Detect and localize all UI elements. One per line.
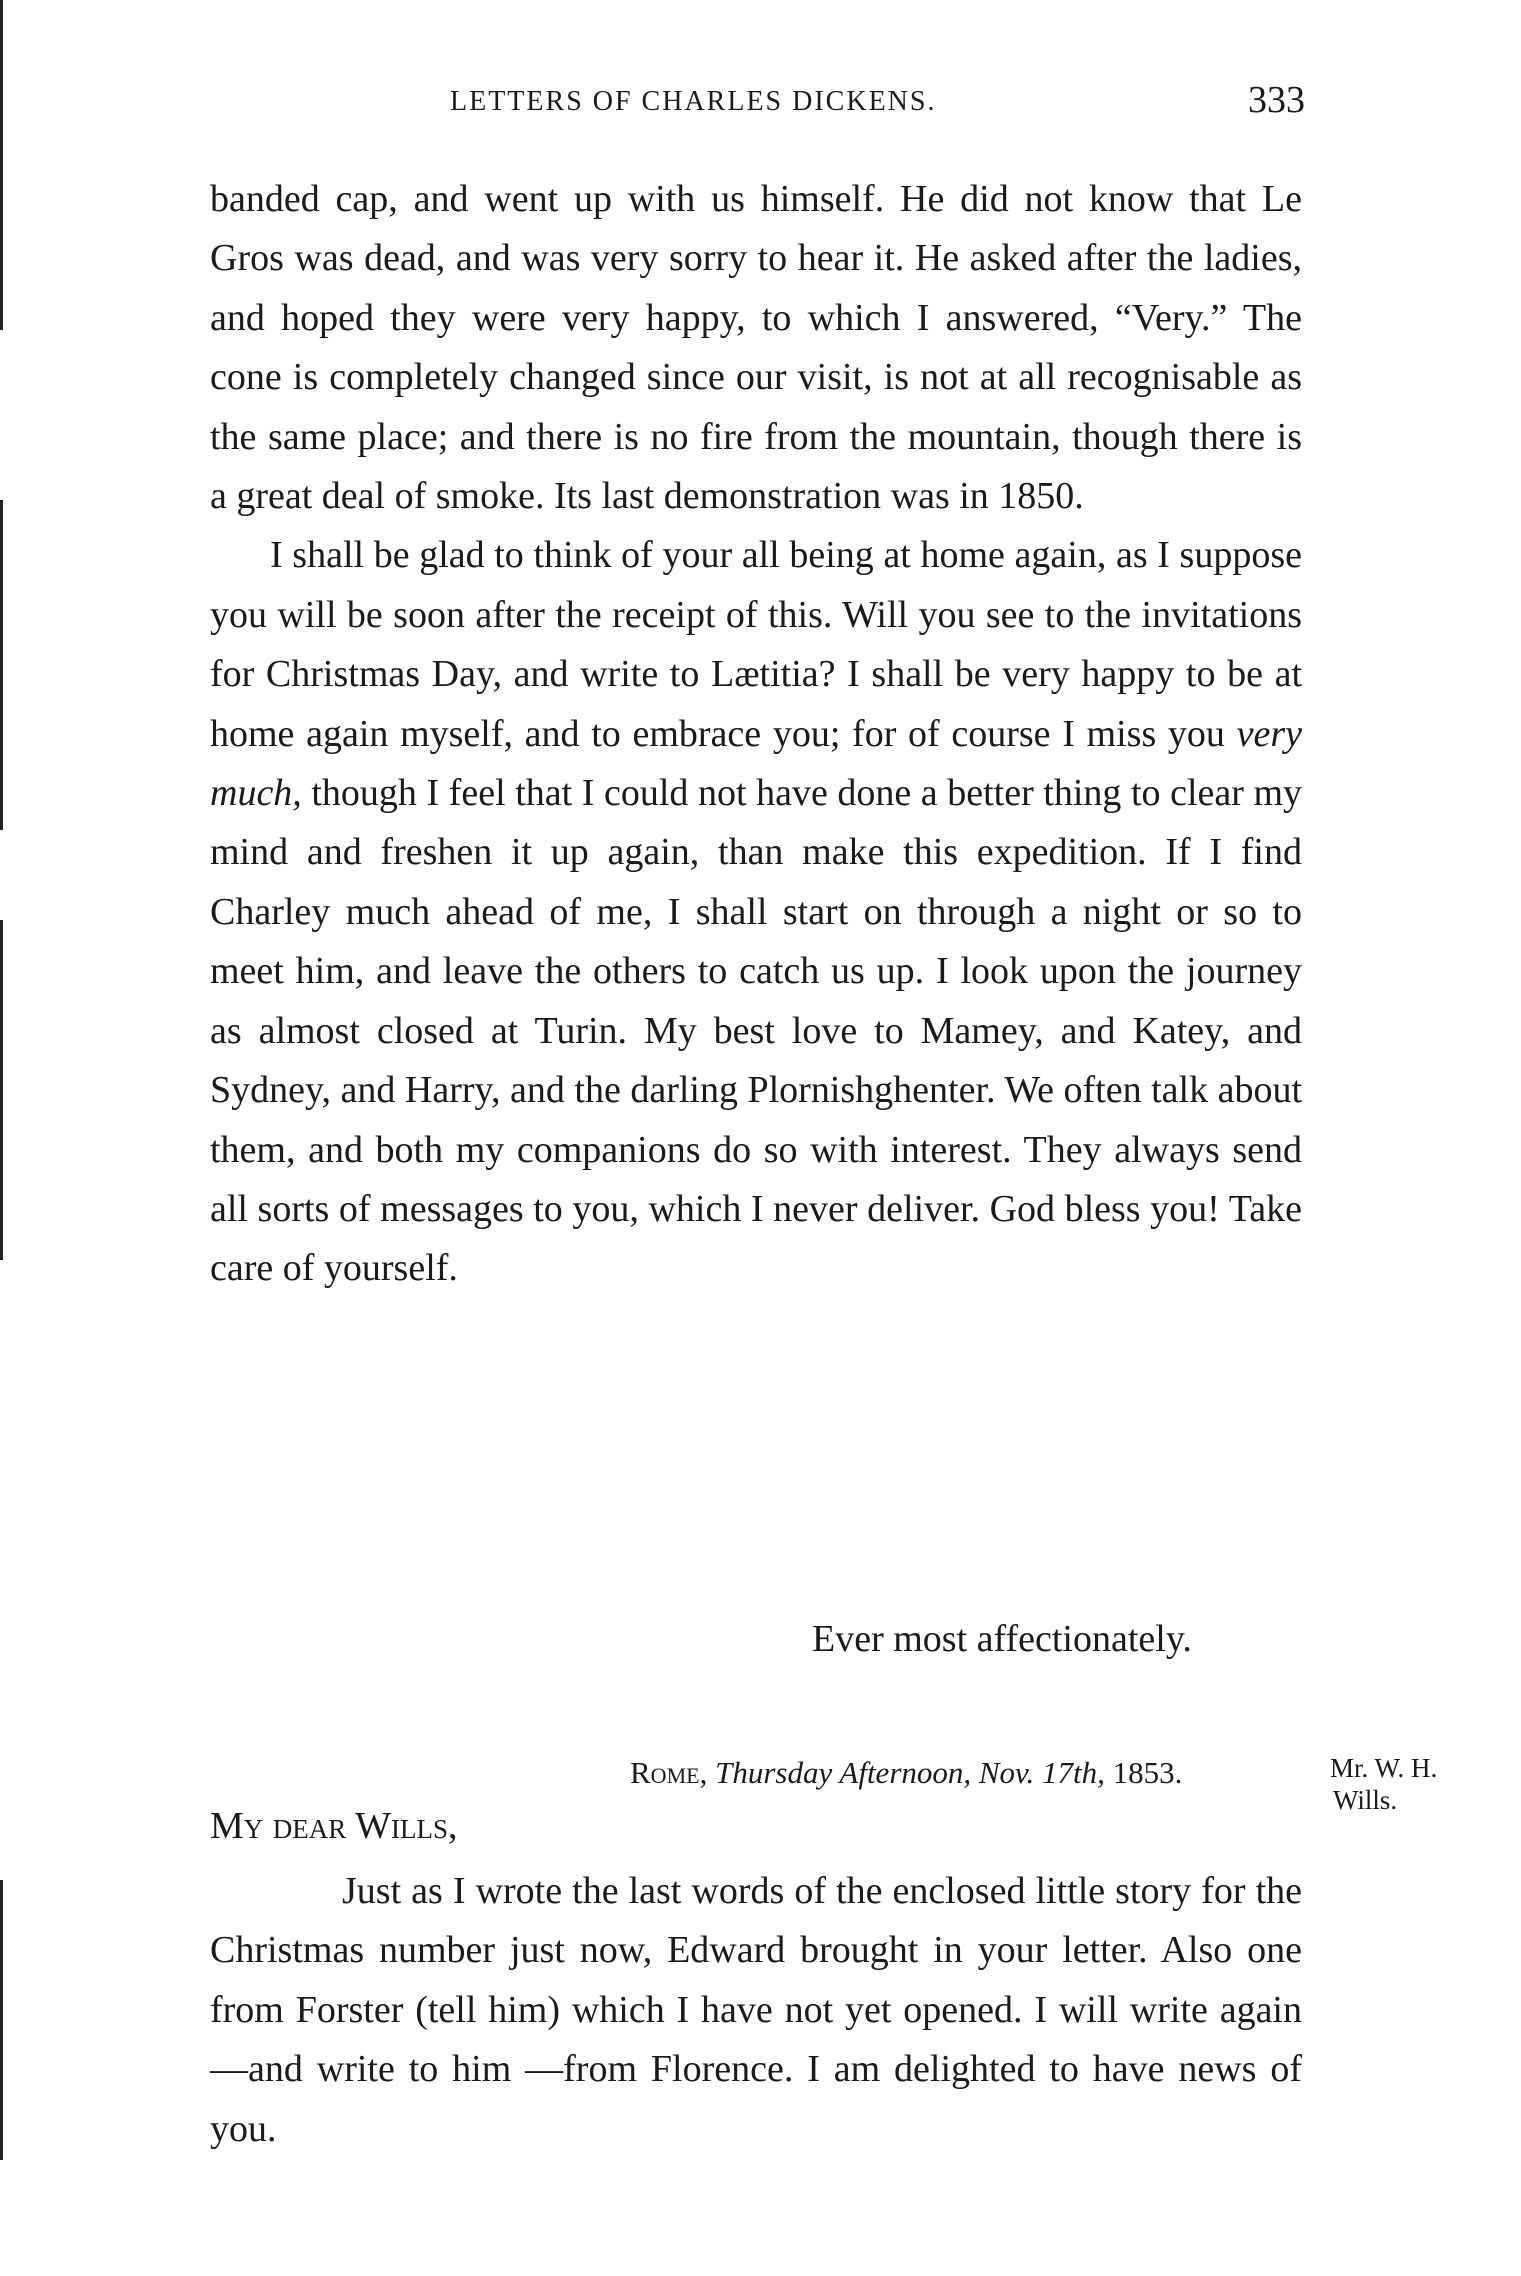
- dateline-year: 1853.: [1112, 1755, 1183, 1790]
- second-letter-body: [210, 1862, 1302, 2159]
- dateline-place: Rome,: [630, 1755, 708, 1790]
- salutation: My dear Wills,: [210, 1805, 458, 1847]
- paragraph-text: though I feel that I could not have done a better thing to clear my mind and freshen it up again, than make this expedition. If I find Charley much ahead of me, I shall start on through a night or so to meet him, and leave the others to catch us up. I look upon the journey as almost closed at Turin. My best love to Mamey, and Katey, and Sydney, and Harry, and the darling Plornishghenter. We often talk about them, and both my companions do so with interest. They always send all sorts of messages to you, which I never deliver. God bless you! Take care of yourself.: [210, 772, 1303, 1290]
- paragraph: Just as I wrote the last words of the enclosed little story for the Christmas number just now, Edward brought in your letter. Also one from Forster (tell him) which I have not yet opened. I will write again—and write to him —from Florence. I am delighted to have news of you.: [210, 1870, 1302, 2150]
- recipient-line: Mr. W. H.: [1330, 1753, 1438, 1783]
- letter-body: [210, 170, 1302, 1299]
- scan-edge-rule: [0, 500, 3, 830]
- recipient-line: Wills.: [1333, 1785, 1398, 1815]
- scan-edge-rule: [0, 920, 3, 1260]
- page-number: 333: [1248, 79, 1305, 121]
- scan-edge-rule: [0, 0, 3, 330]
- closing-line: Ever most affectionately.: [812, 1618, 1192, 1660]
- paragraph-text: I shall be glad to think of your all being at home again, as I suppose you will be soon after the receipt of this. Will you see to the invitations for Christmas Day, and write to Lætitia? I shall be very happy to be at home again myself, and to embrace you; for of course I miss you: [210, 534, 1302, 755]
- dateline-date: Thursday Afternoon, Nov. 17th,: [715, 1755, 1105, 1790]
- paragraph: banded cap, and went up with us himself. He did not know that Le Gros was dead, and was very sorry to hear it. He asked after the ladies, and hoped they were very happy, to which I answered, “Very.” The cone is completely changed since our visit, is not at all recognisable as the same place; and there is no fire from the mountain, though there is a great deal of smoke. Its last demonstration was in 1850.: [210, 178, 1302, 518]
- emphasis-text: very much,: [210, 712, 1303, 815]
- scan-edge-rule: [0, 1880, 3, 2160]
- recipient-side-note: [1330, 1752, 1437, 1816]
- paragraph: [210, 526, 1302, 1298]
- running-title: LETTERS OF CHARLES DICKENS.: [450, 86, 937, 117]
- running-head: [210, 78, 1305, 128]
- dateline: [630, 1755, 1182, 1791]
